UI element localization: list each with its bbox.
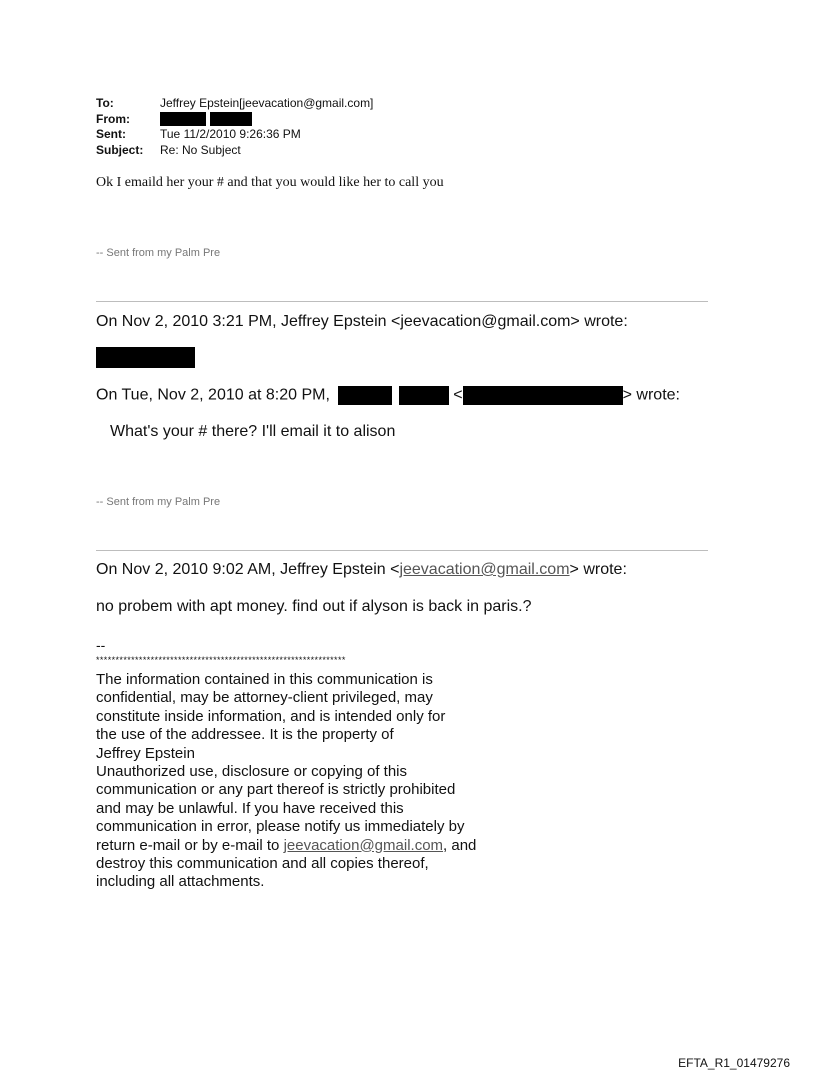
quote-attribution <box>96 561 627 579</box>
signature-dashes: -- <box>96 637 106 653</box>
attribution-end: > wrote: <box>622 386 680 404</box>
from-row <box>96 112 373 128</box>
email-link[interactable]: jeevacation@gmail.com <box>399 561 570 578</box>
sent-row <box>96 127 373 143</box>
line-end: , and <box>443 836 477 854</box>
redaction-box <box>96 347 195 368</box>
attribution-end: > wrote: <box>569 561 627 578</box>
quote-body: What's your # there? I'll email it to alison <box>110 423 396 440</box>
attribution-start: On Tue, Nov 2, 2010 at 8:20 PM, <box>96 386 330 404</box>
disclaimer-line: communication in error, please notify us immediately by <box>96 818 465 836</box>
disclaimer-line: The information contained in this communication is <box>96 671 433 688</box>
document-id: EFTA_R1_01479276 <box>678 1056 790 1070</box>
quote-attribution: On Nov 2, 2010 3:21 PM, Jeffrey Epstein <jeevacation@gmail.com> wrote: <box>96 313 628 330</box>
disclaimer-line: confidential, may be attorney-client privileged, may <box>96 689 433 707</box>
divider <box>96 550 708 551</box>
redaction-box <box>160 112 206 126</box>
disclaimer-line: and may be unlawful. If you have received this <box>96 799 404 817</box>
to-label: To: <box>96 96 114 110</box>
disclaimer-line: destroy this communication and all copies thereof, <box>96 855 429 873</box>
email-link[interactable]: jeevacation@gmail.com <box>283 836 444 854</box>
email-header <box>96 96 373 158</box>
redaction-box <box>338 386 392 405</box>
disclaimer-line <box>96 837 476 855</box>
sent-label: Sent: <box>96 127 126 141</box>
subject-label: Subject: <box>96 142 144 157</box>
disclaimer-line: Jeffrey Epstein <box>96 744 195 762</box>
redaction-box <box>210 112 252 126</box>
attribution-start: On Nov 2, 2010 9:02 AM, Jeffrey Epstein < <box>96 561 400 578</box>
disclaimer-line: including all attachments. <box>96 873 265 891</box>
from-label: From: <box>96 111 130 126</box>
quote-body: no probem with apt money. find out if alyson is back in paris.? <box>96 598 532 615</box>
asterisk-separator: **************************************************************** <box>96 655 346 665</box>
subject-value: Re: No Subject <box>160 142 241 157</box>
disclaimer-line: Unauthorized use, disclosure or copying of this <box>96 763 408 781</box>
line-start: return e-mail or by e-mail to <box>96 836 284 854</box>
disclaimer-line: constitute inside information, and is intended only for <box>96 707 446 725</box>
to-value: Jeffrey Epstein[jeevacation@gmail.com] <box>160 96 374 110</box>
attribution-lt: < <box>453 386 463 404</box>
message-body: Ok I emaild her your # and that you would like her to call you <box>96 175 444 190</box>
disclaimer-line: the use of the addressee. It is the property of <box>96 726 394 744</box>
disclaimer-text <box>96 671 476 892</box>
signature: -- Sent from my Palm Pre <box>96 496 221 508</box>
disclaimer-line: communication or any part thereof is strictly prohibited <box>96 781 456 799</box>
redaction-box <box>463 386 623 405</box>
to-row <box>96 96 373 112</box>
subject-row <box>96 143 373 159</box>
divider <box>96 301 708 302</box>
redaction-box <box>399 386 449 405</box>
signature: -- Sent from my Palm Pre <box>96 247 221 259</box>
quote-attribution <box>96 386 680 405</box>
sent-value: Tue 11/2/2010 9:26:36 PM <box>160 127 301 141</box>
